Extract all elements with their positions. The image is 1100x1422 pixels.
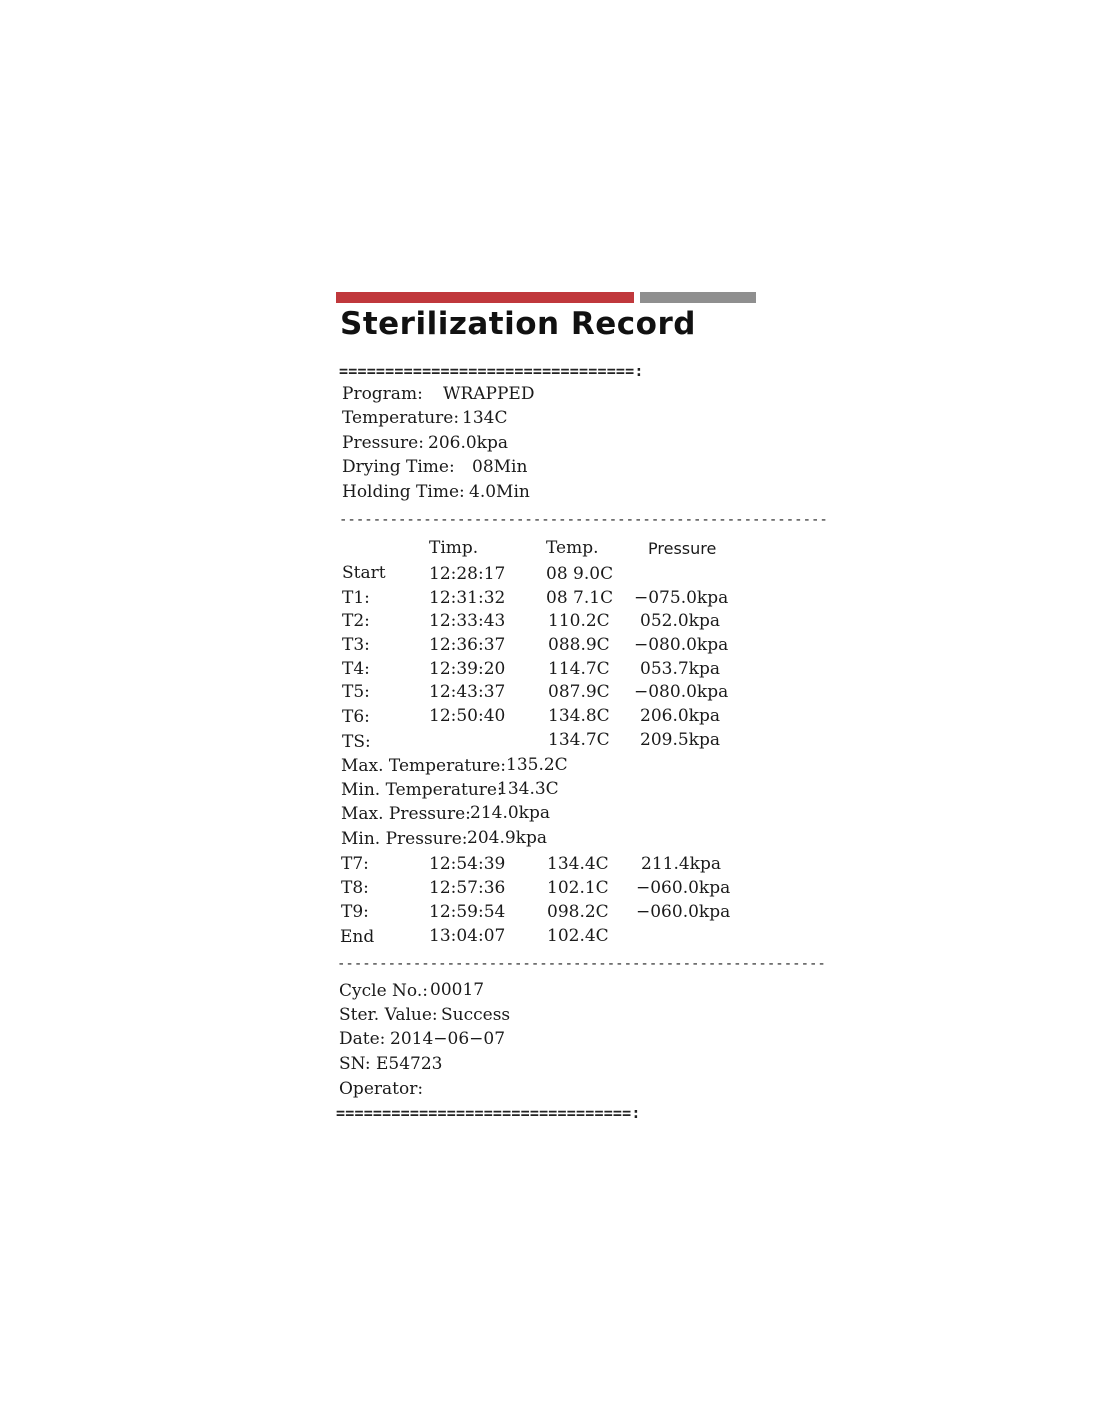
min-temperature-label: Min. Temperature: bbox=[341, 780, 503, 800]
row-temp: 088.9C bbox=[548, 635, 610, 655]
column-header-pressure: Pressure bbox=[648, 539, 717, 558]
row-time: 12:33:43 bbox=[429, 611, 506, 631]
ster-value-value: Success bbox=[441, 1005, 511, 1025]
separator-double-top: ================================: bbox=[339, 362, 644, 380]
row-label: T9: bbox=[341, 902, 369, 922]
row-pressure: 053.7kpa bbox=[640, 659, 720, 679]
row-time: 12:57:36 bbox=[429, 878, 506, 898]
pressure-value: 206.0kpa bbox=[428, 433, 508, 453]
row-label: T8: bbox=[341, 878, 369, 898]
row-label: T1: bbox=[342, 588, 370, 608]
row-time: 13:04:07 bbox=[429, 926, 506, 946]
holding-time-value: 4.0Min bbox=[469, 482, 530, 502]
sn-label: SN: bbox=[339, 1054, 371, 1074]
row-pressure: −060.0kpa bbox=[636, 878, 731, 898]
row-temp: 08 9.0C bbox=[546, 564, 614, 584]
max-temperature-value: 135.2C bbox=[506, 755, 568, 775]
row-pressure: 052.0kpa bbox=[640, 611, 720, 631]
pressure-label: Pressure: bbox=[342, 433, 424, 453]
column-header-temp: Temp. bbox=[546, 538, 599, 558]
program-label: Program: bbox=[342, 384, 423, 404]
drying-time-label: Drying Time: bbox=[342, 457, 455, 477]
row-temp: 114.7C bbox=[548, 659, 610, 679]
row-temp: 134.4C bbox=[547, 854, 609, 874]
min-pressure-value: 204.9kpa bbox=[467, 828, 547, 848]
max-pressure-value: 214.0kpa bbox=[470, 803, 550, 823]
row-time: 12:43:37 bbox=[429, 682, 506, 702]
separator-dash-2: ---------------------------------------------------------- bbox=[337, 956, 826, 972]
row-label: Start bbox=[342, 563, 386, 583]
row-pressure: 206.0kpa bbox=[640, 706, 720, 726]
row-time: 12:39:20 bbox=[429, 659, 506, 679]
max-pressure-label: Max. Pressure: bbox=[341, 804, 471, 824]
separator-double-bottom: ================================: bbox=[336, 1104, 641, 1122]
row-label: T3: bbox=[342, 635, 370, 655]
row-label: T6: bbox=[342, 707, 370, 727]
drying-time-value: 08Min bbox=[472, 457, 528, 477]
row-temp: 110.2C bbox=[548, 611, 610, 631]
min-temperature-value: 134.3C bbox=[497, 779, 559, 799]
temperature-label: Temperature: bbox=[342, 408, 460, 428]
row-pressure: −080.0kpa bbox=[634, 635, 729, 655]
row-time: 12:54:39 bbox=[429, 854, 506, 874]
date-label: Date: bbox=[339, 1029, 386, 1049]
row-label: T2: bbox=[342, 611, 370, 631]
program-value: WRAPPED bbox=[443, 384, 535, 404]
row-label: T4: bbox=[342, 659, 370, 679]
row-time: 12:36:37 bbox=[429, 635, 506, 655]
row-temp: 102.4C bbox=[547, 926, 609, 946]
cycle-no-label: Cycle No.: bbox=[339, 981, 428, 1001]
ster-value-label: Ster. Value: bbox=[339, 1005, 438, 1025]
row-label: T5: bbox=[342, 682, 370, 702]
row-temp: 098.2C bbox=[547, 902, 609, 922]
row-pressure: −075.0kpa bbox=[634, 588, 729, 608]
sn-value: E54723 bbox=[376, 1054, 443, 1074]
cycle-no-value: 00017 bbox=[430, 980, 485, 1000]
row-label: T7: bbox=[341, 854, 369, 874]
row-temp: 102.1C bbox=[547, 878, 609, 898]
row-temp: 134.8C bbox=[548, 706, 610, 726]
row-pressure: −080.0kpa bbox=[634, 682, 729, 702]
row-pressure: −060.0kpa bbox=[636, 902, 731, 922]
receipt-title: Sterilization Record bbox=[340, 306, 696, 342]
column-header-time: Timp. bbox=[429, 538, 479, 558]
row-pressure: 209.5kpa bbox=[640, 730, 720, 750]
row-time: 12:31:32 bbox=[429, 588, 506, 608]
holding-time-label: Holding Time: bbox=[342, 482, 465, 502]
row-label: End bbox=[340, 927, 375, 947]
date-value: 2014−06−07 bbox=[390, 1029, 506, 1049]
max-temperature-label: Max. Temperature: bbox=[341, 756, 507, 776]
row-label: TS: bbox=[342, 732, 371, 752]
row-time: 12:59:54 bbox=[429, 902, 506, 922]
row-pressure: 211.4kpa bbox=[641, 854, 721, 874]
row-temp: 08 7.1C bbox=[546, 588, 614, 608]
header-gray-bar bbox=[640, 292, 756, 303]
operator-label: Operator: bbox=[339, 1079, 424, 1099]
row-temp: 087.9C bbox=[548, 682, 610, 702]
separator-dash-1: ---------------------------------------------------------- bbox=[339, 512, 828, 528]
row-temp: 134.7C bbox=[548, 730, 610, 750]
row-time: 12:50:40 bbox=[429, 706, 506, 726]
min-pressure-label: Min. Pressure: bbox=[341, 829, 468, 849]
row-time: 12:28:17 bbox=[429, 564, 506, 584]
header-red-bar bbox=[336, 292, 634, 303]
temperature-value: 134C bbox=[462, 408, 508, 428]
